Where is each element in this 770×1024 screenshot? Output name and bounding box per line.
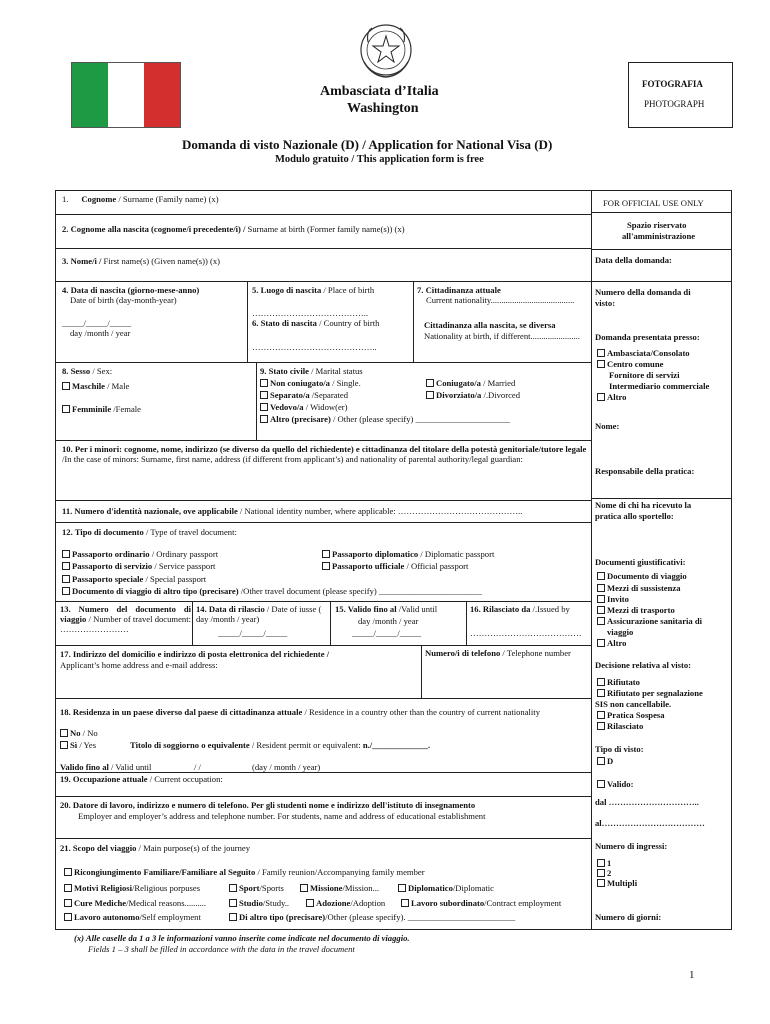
official-embassy-option[interactable]: Ambasciata/Consolato	[597, 348, 690, 358]
official-received-by2: pratica allo sportello:	[595, 511, 674, 521]
field-5-dots: …………………………………..	[252, 308, 369, 318]
photo-label-it: FOTOGRAFIA	[642, 79, 703, 89]
field-17-home-address[interactable]: 17. Indirizzo del domicilio e indirizzo di posta elettronica del richiedente /	[60, 649, 330, 659]
page-number: 1	[689, 969, 695, 981]
purpose-self-employment-option[interactable]: Lavoro autonomo/Self employment	[64, 912, 201, 922]
field-19-occupation[interactable]: 19. Occupazione attuale / Current occupation:	[60, 774, 223, 784]
field-21-purpose: 21. Scopo del viaggio / Main purpose(s) of the journey	[60, 843, 251, 853]
flag-white	[108, 63, 144, 127]
emblem	[358, 22, 414, 80]
official-doc-other[interactable]: Altro	[597, 638, 626, 648]
sex-male-option[interactable]: Maschile / Male	[62, 381, 129, 391]
page-title: Domanda di visto Nazionale (D) / Application for National Visa (D)	[182, 137, 553, 152]
official-application-number1: Numero della domanda di	[595, 287, 691, 297]
field-3-first-names[interactable]: 3. Nome/i / First name(s) (Given name(s)) (x)	[62, 256, 220, 266]
official-sis-note: SIS non cancellabile.	[595, 699, 672, 709]
photo-label-en: PHOTOGRAPH	[644, 99, 705, 109]
flag-green	[72, 63, 108, 127]
doc-official-passport-option[interactable]: Passaporto ufficiale / Official passport	[322, 561, 468, 571]
purpose-adoption-option[interactable]: Adozione/Adoption	[306, 898, 385, 908]
resident-permit-field[interactable]: Titolo di soggiorno o equivalente / Resident permit or equivalent: n./_____________.	[130, 740, 431, 750]
field-20-employer[interactable]: 20. Datore di lavoro, indirizzo e numero di telefono. Per gli studenti nome e indirizzo dell'istituto di insegnamento	[60, 800, 476, 810]
marital-separated-option[interactable]: Separato/a /Separated	[260, 390, 348, 400]
sex-female-option[interactable]: Femminile /Female	[62, 404, 141, 414]
official-application-number2: visto:	[595, 298, 616, 308]
official-entries-2[interactable]: 2	[597, 868, 611, 878]
field-16-dots: …………………………………	[470, 628, 582, 638]
field-2-surname-at-birth[interactable]: 2. Cognome alla nascita (cognome/i precedente/i) / Surname at birth (Former family name(s)) (x)	[62, 224, 405, 234]
official-doc-transport[interactable]: Mezzi di trasporto	[597, 605, 675, 615]
field-7-label-en: Current nationality.......................................	[426, 295, 575, 305]
residence-no-option[interactable]: No / No	[60, 728, 98, 738]
field-6-dots: ……………………………………..	[252, 342, 377, 352]
permit-valid-until-field[interactable]: Valido fino al / Valid until	[60, 762, 152, 772]
official-doc-insurance-2: viaggio	[607, 627, 634, 637]
doc-special-passport-option[interactable]: Passaporto speciale / Special passport	[62, 574, 206, 584]
italian-flag	[71, 62, 181, 128]
field-4-date-hint: day /month / year	[70, 328, 131, 338]
official-entries-multiple[interactable]: Multipli	[597, 878, 637, 888]
field-15-date-fill: _____/_____/_____	[352, 628, 422, 638]
purpose-medical-option[interactable]: Cure Mediche/Medical reasons..........	[64, 898, 206, 908]
reserved-space-line2: all'amministrazione	[622, 231, 696, 241]
official-doc-invitation[interactable]: Invito	[597, 594, 629, 604]
official-responsible: Responsabile della pratica:	[595, 466, 695, 476]
residence-yes-option[interactable]: Sì / Yes	[60, 740, 96, 750]
official-other-option[interactable]: Altro	[597, 392, 626, 402]
official-suspended[interactable]: Pratica Sospesa	[597, 710, 665, 720]
permit-valid-fill: / /	[194, 762, 201, 772]
embassy-name: Ambasciata d’Italia	[320, 84, 439, 99]
purpose-other-option[interactable]: Di altro tipo (precisare)/Other (please specify). _________________________	[229, 912, 515, 922]
official-visa-type-d[interactable]: D	[597, 756, 613, 766]
field-1-surname[interactable]: 1. Cognome / Surname (Family name) (x)	[62, 194, 219, 204]
field-14-date-fill: _____/_____/_____	[218, 628, 288, 638]
field-14-issue-date[interactable]: 14. Data di rilascio / Date of iusse ( day /month / year)	[196, 604, 322, 624]
emblem-icon	[358, 22, 414, 80]
official-name: Nome:	[595, 421, 620, 431]
field-20-label-en: Employer and employer’s address and telephone number. For students, name and address of educational establishment	[78, 811, 486, 821]
official-application-date: Data della domanda:	[595, 255, 672, 265]
field-7-birth-nationality[interactable]: Cittadinanza alla nascita, se diversa	[424, 320, 556, 330]
footnote-english: Fields 1 – 3 shall be filled in accordance with the data in the travel document	[88, 944, 355, 954]
official-visa-decision: Decisione relativa al visto:	[595, 660, 692, 670]
doc-other-option[interactable]: Documento di viaggio di altro tipo (precisare) /Other travel document (please specify) ________________________	[62, 586, 482, 596]
official-entries: Numero di ingressi:	[595, 841, 668, 851]
purpose-diplomatic-option[interactable]: Diplomatico/Diplomatic	[398, 883, 494, 893]
field-8-sex: 8. Sesso / Sex:	[62, 366, 113, 376]
official-valid-from: dal …………………………..	[595, 797, 699, 807]
embassy-city: Washington	[347, 101, 419, 116]
marital-widow-option[interactable]: Vedovo/a / Widow(er)	[260, 402, 347, 412]
official-entries-1[interactable]: 1	[597, 858, 611, 868]
field-11-national-id[interactable]: 11. Numero d'identità nazionale, ove applicabile / National identity number, where applicable: ……………………………………..	[62, 506, 523, 516]
field-4-date-of-birth[interactable]: 4. Data di nascita (giorno-mese-anno)	[62, 285, 200, 295]
official-doc-insurance[interactable]: Assicurazione sanitaria di	[597, 616, 702, 626]
official-doc-travel[interactable]: Documento di viaggio	[597, 571, 687, 581]
field-15-date-hint: day /month / year	[358, 616, 419, 626]
field-18-residence: 18. Residenza in un paese diverso dal paese di cittadinanza attuale / Residence in a country other than the country of current nationality	[60, 707, 540, 717]
field-16-issued-by[interactable]: 16. Rilasciato da /.Issued by	[470, 604, 570, 614]
official-valid[interactable]: Valido:	[597, 779, 633, 789]
official-valid-to: al………………………………	[595, 818, 705, 828]
official-common-centre-option[interactable]: Centro comune	[597, 359, 663, 369]
field-4-date-fill: _____/_____/_____	[62, 318, 132, 328]
marital-divorced-option[interactable]: Divorziato/a /.Divorced	[426, 390, 520, 400]
permit-valid-hint: (day / month / year)	[252, 762, 321, 772]
official-days: Numero di giorni:	[595, 912, 662, 922]
field-4-label-en: Date of birth (day-month-year)	[70, 295, 177, 305]
marital-single-option[interactable]: Non coniugato/a / Single.	[260, 378, 361, 388]
official-refused-sis[interactable]: Rifiutato per segnalazione	[597, 688, 703, 698]
field-17-label-en: Applicant’s home address and e-mail address:	[60, 660, 218, 670]
page-subtitle: Modulo gratuito / This application form is free	[275, 154, 484, 165]
official-presented-at: Domanda presentata presso:	[595, 332, 700, 342]
purpose-religious-option[interactable]: Motivi Religiosi/Religious porpuses	[64, 883, 200, 893]
field-7-birth-label-en: Nationality at birth, if different.......................	[424, 331, 580, 341]
field-9-marital-status: 9. Stato civile / Marital status	[260, 366, 363, 376]
field-6-country-of-birth[interactable]: 6. Stato di nascita / Country of birth	[252, 318, 380, 328]
purpose-study-option[interactable]: Studio/Study..	[229, 898, 289, 908]
marital-other-option[interactable]: Altro (precisare) / Other (please specify) ______________________	[260, 414, 510, 424]
photo-box[interactable]	[628, 62, 733, 128]
checkbox[interactable]	[62, 382, 70, 390]
official-supporting-docs: Documenti giustificativi:	[595, 557, 686, 567]
purpose-family-option[interactable]: Ricongiungimento Familiare/Familiare al Seguito / Family reunion/Accompanying family member	[64, 867, 425, 877]
purpose-mission-option[interactable]: Missione/Mission...	[300, 883, 379, 893]
official-column-divider	[591, 190, 592, 930]
field-12-document-type: 12. Tipo di documento / Type of travel document:	[62, 527, 237, 537]
field-7-nationality[interactable]: 7. Cittadinanza attuale	[417, 285, 501, 295]
official-doc-means[interactable]: Mezzi di sussistenza	[597, 583, 681, 593]
field-17-telephone[interactable]: Numero/i di telefono / Telephone number	[425, 648, 571, 658]
field-15-valid-until[interactable]: 15. Valido fino al /Valid until	[335, 604, 438, 614]
official-received-by1: Nome di chi ha ricevuto la	[595, 500, 692, 510]
footnote-italian: (x) Alle caselle da 1 a 3 le informazioni vanno inserite come indicate nel documento di viaggio.	[74, 933, 410, 943]
official-refused[interactable]: Rifiutato	[597, 677, 640, 687]
doc-ordinary-passport-option[interactable]: Passaporto ordinario / Ordinary passport	[62, 549, 218, 559]
purpose-sport-option[interactable]: Sport/Sports	[229, 883, 284, 893]
official-service-provider: Fornitore di servizi	[609, 370, 680, 380]
official-intermediary: Intermediario commerciale	[609, 381, 710, 391]
doc-diplomatic-passport-option[interactable]: Passaporto diplomatico / Diplomatic passport	[322, 549, 494, 559]
checkbox[interactable]	[62, 405, 70, 413]
official-use-header: FOR OFFICIAL USE ONLY	[603, 198, 704, 208]
field-5-place-of-birth[interactable]: 5. Luogo di nascita / Place of birth	[252, 285, 375, 295]
purpose-employment-option[interactable]: Lavoro subordinato/Contract employment	[401, 898, 561, 908]
official-visa-type: Tipo di visto:	[595, 744, 644, 754]
marital-married-option[interactable]: Coniugato/a / Married	[426, 378, 515, 388]
official-issued[interactable]: Rilasciato	[597, 721, 643, 731]
doc-service-passport-option[interactable]: Passaporto di servizio / Service passport	[62, 561, 215, 571]
reserved-space-line1: Spazio riservato	[627, 220, 687, 230]
field-13-document-number[interactable]: 13. Numero del documento di viaggio / Number of travel document: ……………………	[60, 604, 191, 634]
flag-red	[144, 63, 180, 127]
field-10-minors-guardian[interactable]: 10. Per i minori: cognome, nome, indirizzo (se diverso da quello del richiedente) e cittadinanza del titolare della potestà genitoriale/tutore legale /In the case of minors: Surname, first name, address (if different from applicant’s) and nationality of parental authority/legal guardian:	[62, 444, 587, 464]
